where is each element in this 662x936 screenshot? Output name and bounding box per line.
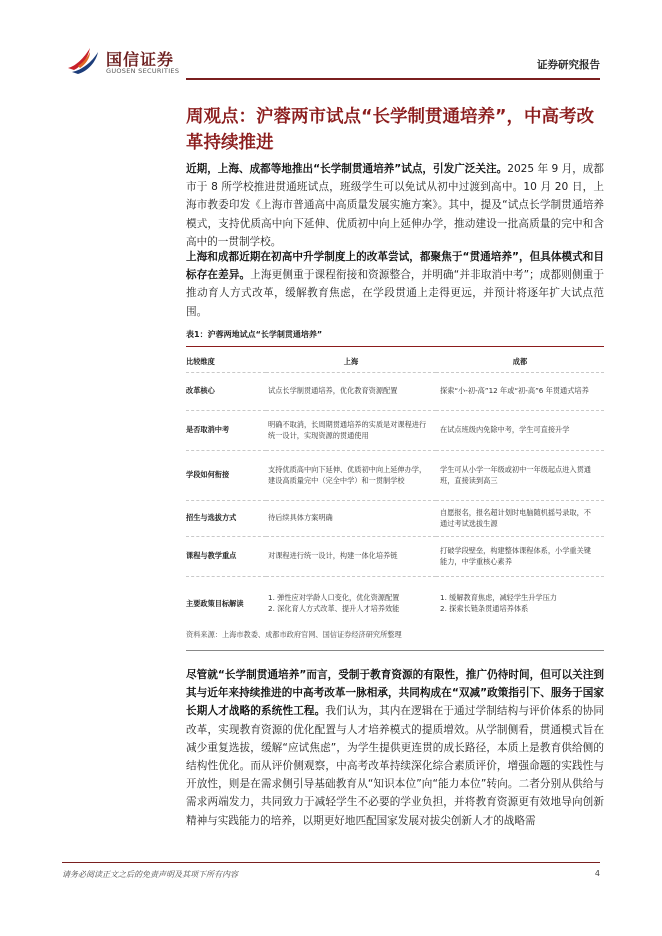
paragraph-1-body: 2025 年 9 月，成都市于 8 所学校推进贯通班试点，班级学生可以免试从初中过渡到高中。10 月 20 日，上海市教委印发《上海市普通高中高质量发展实施方案》。其中，提及“试点长学制贯通培养模式，支持优质高中向下延伸、优质初中向上延伸办学，推动建设一批高质量的完中和含高中的一贯制学校。 bbox=[186, 163, 604, 248]
cell-chengdu: 学生可从小学一年级或初中一年级起点进入贯通班，直接读到高三 bbox=[436, 450, 604, 500]
cell-shanghai: 明确不取消，长周期贯通培养的实质是对课程进行统一设计，实现资源的贯通使用 bbox=[266, 410, 436, 450]
paragraph-3-lead: 尽管就“长学制贯通培养”而言，受制于教育资源的有限性，推广仍待时间，但可以关注到其与近年来持续推进的中高考改革一脉相承，共同构成在“双减”政策指引下、服务于国家长期人才战略的系统性工程。 bbox=[186, 669, 604, 718]
paragraph-1 bbox=[186, 160, 604, 251]
cell-shanghai bbox=[266, 576, 436, 630]
disclaimer-text: 请务必阅读正文之后的免责声明及其项下所有内容 bbox=[62, 870, 238, 879]
row-dimension: 招生与选拔方式 bbox=[186, 500, 266, 536]
cell-shanghai: 支持优质高中向下延伸、优质初中向上延伸办学，建设高质量完中（完全中学）和一贯制学校 bbox=[266, 450, 436, 500]
paragraph-2-lead: 上海和成都近期在初高中升学制度上的改革尝试，都聚焦于“贯通培养”，但具体模式和目标存在差异。 bbox=[186, 251, 604, 282]
logo-text-cn: 国信证券 bbox=[106, 50, 175, 69]
paragraph-3-body: 我们认为，其内在逻辑在于通过学制结构与评价体系的协同改革，实现教育资源的优化配置与人才培养模式的提质增效。从学制侧看，贯通模式旨在减少重复选拔，缓解“应试焦虑”，为学生提供更连贯的成长路径，本质上是教育供给侧的结构性优化。而从评价侧观察，中高考改革持续深化综合素质评价，增强命题的实践性与开放性，则是在需求侧引导基础教育从“知识本位”向“能力本位”转向。二者分别从供给与需求两端发力，共同致力于减轻学生不必要的学业负担，并将教育资源更有效地导向创新精神与实践能力的培养，以期更好地匹配国家发展对拔尖创新人才的战略需 bbox=[186, 705, 604, 827]
cell-chengdu: 自愿报名，报名超计划时电脑随机摇号录取，不通过考试选拔生源 bbox=[436, 500, 604, 536]
table-source: 资料来源：上海市教委、成都市政府官网、国信证券经济研究所整理 bbox=[186, 630, 402, 639]
logo-text-en: GUOSEN SECURITIES bbox=[106, 67, 180, 75]
table-row bbox=[186, 410, 604, 450]
page-footer bbox=[0, 862, 662, 902]
cell-shanghai: 试点长学制贯通培养，优化教育资源配置 bbox=[266, 372, 436, 410]
table-row bbox=[186, 500, 604, 536]
row-dimension: 是否取消中考 bbox=[186, 410, 266, 450]
page-header bbox=[0, 0, 662, 82]
cell-shanghai-item-1: 1. 弹性应对学龄人口变化，优化资源配置 bbox=[268, 592, 400, 602]
page-number: 4 bbox=[594, 869, 600, 878]
row-dimension: 改革核心 bbox=[186, 372, 266, 410]
table-caption: 表1：沪蓉两地试点“长学制贯通培养” bbox=[186, 330, 323, 339]
table-row bbox=[186, 536, 604, 576]
row-dimension: 学段如何衔接 bbox=[186, 450, 266, 500]
table-bottom-rule bbox=[186, 650, 604, 651]
paragraph-3 bbox=[186, 666, 604, 830]
paragraph-2-body: 上海更侧重于课程衔接和资源整合，并明确“并非取消中考”；成都则侧重于推动育人方式改革，缓解教育焦虑，在学段贯通上走得更远，并预计将逐年扩大试点范围。 bbox=[186, 269, 604, 318]
section-title: 周观点：沪蓉两市试点“长学制贯通培养”，中高考改革持续推进 bbox=[186, 107, 595, 153]
cell-chengdu-item-1: 1. 缓解教育焦虑，减轻学生升学压力 bbox=[440, 592, 557, 602]
cell-chengdu: 在试点班级内免除中考，学生可直接升学 bbox=[436, 410, 604, 450]
table-row bbox=[186, 372, 604, 410]
paragraph-2 bbox=[186, 248, 604, 321]
company-logo bbox=[66, 44, 186, 80]
guosen-logo-icon bbox=[66, 44, 102, 76]
header-dimension: 比较维度 bbox=[186, 357, 215, 366]
header-chengdu: 成都 bbox=[512, 357, 528, 366]
paragraph-1-lead: 近期，上海、成都等地推出“长学制贯通培养”试点，引发广泛关注。 bbox=[186, 163, 508, 175]
header-divider bbox=[186, 78, 600, 80]
cell-shanghai-item-2: 2. 深化育人方式改革、提升人才培养效能 bbox=[268, 604, 400, 614]
header-shanghai: 上海 bbox=[343, 357, 359, 366]
report-type-label: 证券研究报告 bbox=[537, 59, 600, 71]
cell-chengdu: 探索“小-初-高”12 年或“初-高”6 年贯通式培养 bbox=[436, 372, 604, 410]
cell-shanghai: 对课程进行统一设计，构建一体化培养链 bbox=[266, 536, 436, 576]
row-dimension: 主要政策目标解读 bbox=[186, 576, 266, 630]
cell-shanghai: 待后续具体方案明确 bbox=[266, 500, 436, 536]
row-dimension: 课程与教学重点 bbox=[186, 536, 266, 576]
table-row bbox=[186, 576, 604, 630]
cell-chengdu-item-2: 2. 探索长链条贯通培养体系 bbox=[440, 604, 529, 614]
table-top-rule bbox=[186, 346, 604, 347]
cell-chengdu bbox=[436, 576, 604, 630]
table-row bbox=[186, 450, 604, 500]
footer-divider bbox=[62, 862, 600, 863]
cell-chengdu: 打破学段壁垒，构建整体课程体系，小学重关键能力，中学重核心素养 bbox=[436, 536, 604, 576]
comparison-table bbox=[186, 352, 604, 630]
table-header-row bbox=[186, 352, 604, 372]
